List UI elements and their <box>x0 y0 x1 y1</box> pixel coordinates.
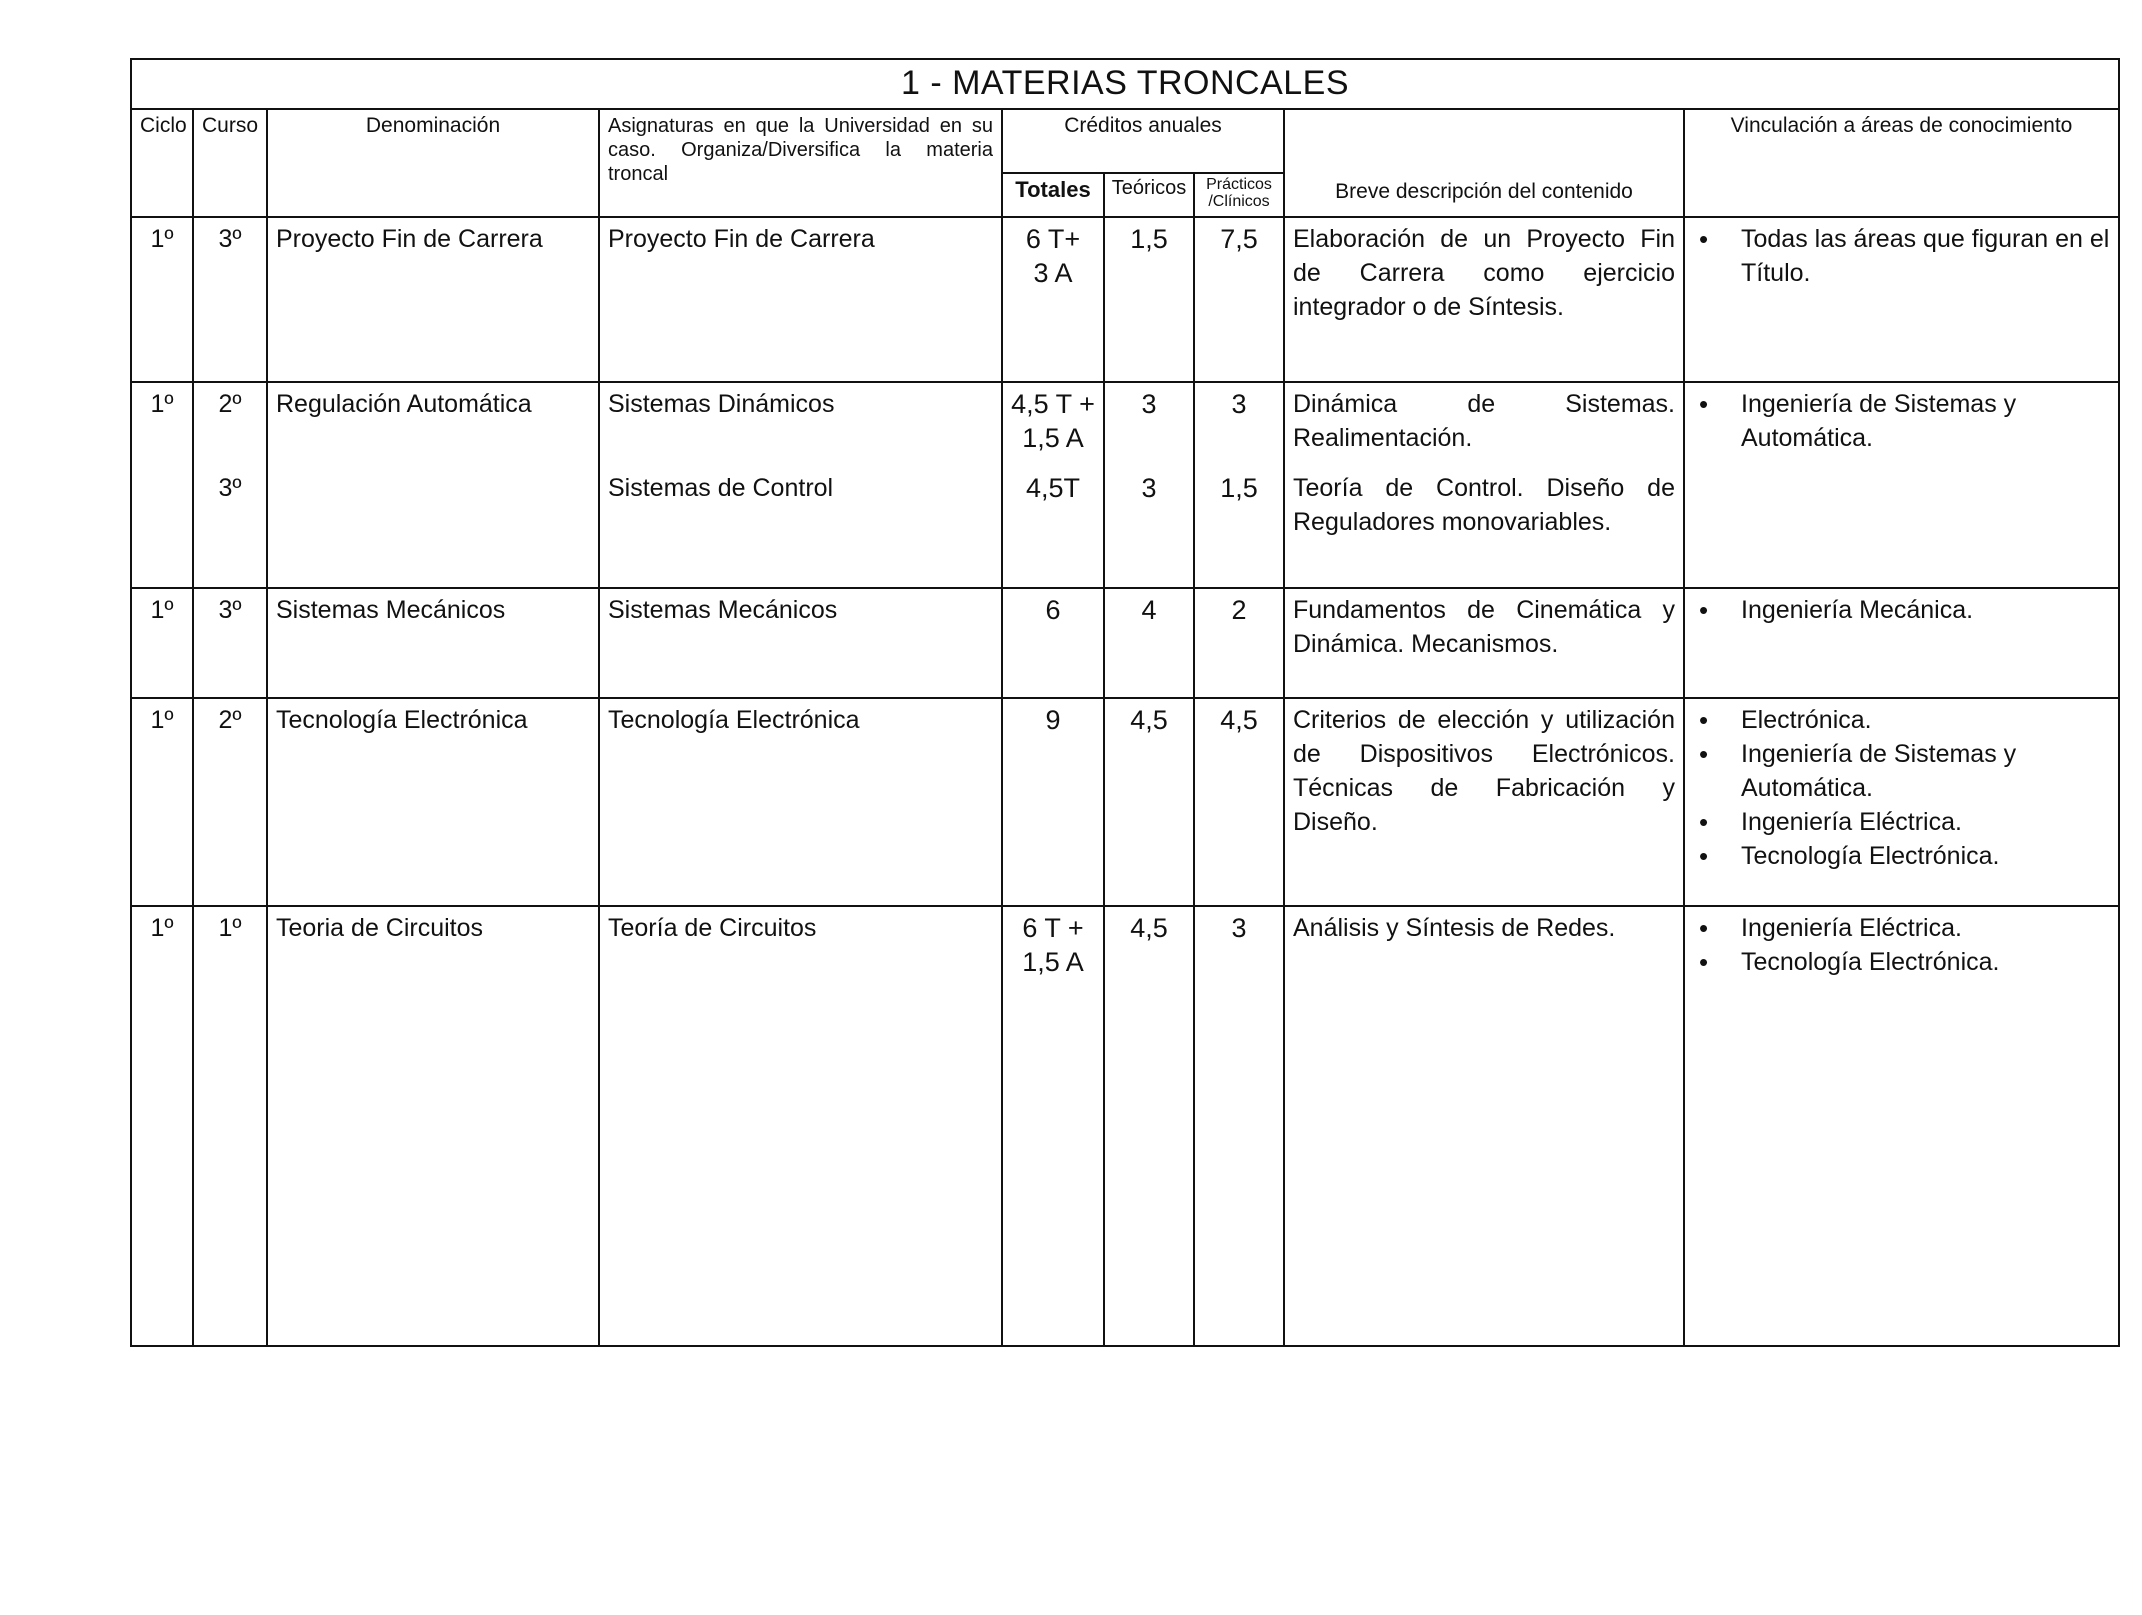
teoricos-line-1: 3 <box>1141 389 1157 419</box>
cell-areas <box>1684 906 2119 1346</box>
descripcion-line-2: Teoría de Control. Diseño de Reguladores monovariables. <box>1293 474 1675 536</box>
cell-practicos <box>1194 382 1284 588</box>
cell-curso: 3º <box>193 217 267 382</box>
areas-list <box>1693 911 2110 979</box>
practicos-line-1: 3 <box>1231 389 1247 419</box>
cell-descripcion: Elaboración de un Proyecto Fin de Carrera como ejercicio integrador o de Síntesis. <box>1284 217 1684 382</box>
cell-ciclo: 1º <box>131 588 193 698</box>
table-row <box>131 382 2119 588</box>
table-row <box>131 588 2119 698</box>
cell-denominacion: Teoria de Circuitos <box>267 906 599 1346</box>
totales-line-3: 4,5T <box>1025 473 1081 503</box>
cell-asignatura: Tecnología Electrónica <box>599 698 1002 906</box>
area-item: • Tecnología Electrónica. <box>1693 945 2110 979</box>
cell-practicos: 2 <box>1194 588 1284 698</box>
cell-teoricos: 4 <box>1104 588 1194 698</box>
cell-denominacion: Tecnología Electrónica <box>267 698 599 906</box>
cell-descripcion: Análisis y Síntesis de Redes. <box>1284 906 1684 1346</box>
cell-denominacion: Sistemas Mecánicos <box>267 588 599 698</box>
cell-denominacion: Regulación Automática <box>267 382 599 588</box>
cell-teoricos: 4,5 <box>1104 906 1194 1346</box>
cell-areas <box>1684 698 2119 906</box>
cell-teoricos <box>1104 382 1194 588</box>
curso-line-1: 2º <box>218 390 242 418</box>
header-creditos: Créditos anuales <box>1002 109 1284 173</box>
totales-line-2: 1,5 A <box>1022 947 1084 977</box>
cell-ciclo: 1º <box>131 698 193 906</box>
header-row <box>131 109 2119 173</box>
title-row <box>131 59 2119 109</box>
document-sheet <box>130 58 2118 1346</box>
area-item: • Ingeniería Mecánica. <box>1693 593 2110 627</box>
materias-troncales-table <box>130 58 2120 1347</box>
cell-totales <box>1002 906 1104 1346</box>
cell-curso: 1º <box>193 906 267 1346</box>
cell-ciclo: 1º <box>131 217 193 382</box>
area-item: • Todas las áreas que figuran en el Título. <box>1693 222 2110 290</box>
cell-totales: 9 <box>1002 698 1104 906</box>
cell-asignatura: Proyecto Fin de Carrera <box>599 217 1002 382</box>
areas-list <box>1693 593 2110 627</box>
totales-line-1: 6 T+ <box>1025 224 1081 254</box>
cell-practicos: 3 <box>1194 906 1284 1346</box>
totales-line-1: 4,5 T + <box>1011 389 1095 419</box>
cell-descripcion: Fundamentos de Cinemática y Dinámica. Mecanismos. <box>1284 588 1684 698</box>
area-item: • Electrónica. <box>1693 703 2110 737</box>
header-curso: Curso <box>193 109 267 217</box>
area-item: • Ingeniería Eléctrica. <box>1693 805 2110 839</box>
practicos-line-2: 1,5 <box>1220 473 1258 503</box>
header-ciclo: Ciclo <box>131 109 193 217</box>
header-breve: Breve descripción del contenido <box>1284 109 1684 217</box>
cell-practicos: 7,5 <box>1194 217 1284 382</box>
cell-ciclo: 1º <box>131 906 193 1346</box>
table-row <box>131 906 2119 1346</box>
cell-areas <box>1684 382 2119 588</box>
descripcion-line-1: Dinámica de Sistemas. Realimentación. <box>1293 390 1675 452</box>
cell-curso: 2º <box>193 698 267 906</box>
cell-descripcion: Criterios de elección y utilización de Dispositivos Electrónicos. Técnicas de Fabricación y Diseño. <box>1284 698 1684 906</box>
curso-line-2: 3º <box>218 474 242 502</box>
header-vinculacion: Vinculación a áreas de conocimiento <box>1684 109 2119 217</box>
cell-curso: 3º <box>193 588 267 698</box>
header-asignaturas: Asignaturas en que la Universidad en su caso. Organiza/Diversifica la materia troncal <box>599 109 1002 217</box>
asignatura-line-2: Sistemas de Control <box>608 474 834 502</box>
header-teoricos: Teóricos <box>1104 173 1194 217</box>
cell-totales: 6 <box>1002 588 1104 698</box>
table-row <box>131 698 2119 906</box>
header-totales: Totales <box>1002 173 1104 217</box>
totales-line-2: 1,5 A <box>1022 423 1084 453</box>
cell-asignatura: Teoría de Circuitos <box>599 906 1002 1346</box>
areas-list <box>1693 703 2110 873</box>
area-item: • Tecnología Electrónica. <box>1693 839 2110 873</box>
teoricos-line-2: 3 <box>1141 473 1157 503</box>
table-title: 1 - MATERIAS TRONCALES <box>131 59 2119 109</box>
cell-areas <box>1684 588 2119 698</box>
totales-line-1: 6 T + <box>1022 913 1084 943</box>
cell-ciclo: 1º <box>131 382 193 588</box>
header-denominacion: Denominación <box>267 109 599 217</box>
cell-asignatura: Sistemas Mecánicos <box>599 588 1002 698</box>
cell-teoricos: 1,5 <box>1104 217 1194 382</box>
cell-asignatura <box>599 382 1002 588</box>
cell-teoricos: 4,5 <box>1104 698 1194 906</box>
cell-totales <box>1002 217 1104 382</box>
totales-line-2: 3 A <box>1033 258 1073 288</box>
area-item: • Ingeniería de Sistemas y Automática. <box>1693 387 2110 455</box>
cell-areas <box>1684 217 2119 382</box>
areas-list <box>1693 222 2110 290</box>
asignatura-line-1: Sistemas Dinámicos <box>608 390 835 418</box>
cell-descripcion <box>1284 382 1684 588</box>
cell-practicos: 4,5 <box>1194 698 1284 906</box>
cell-curso <box>193 382 267 588</box>
table-row <box>131 217 2119 382</box>
cell-totales <box>1002 382 1104 588</box>
areas-list <box>1693 387 2110 455</box>
header-practicos: Prácticos /Clínicos <box>1194 173 1284 217</box>
cell-denominacion: Proyecto Fin de Carrera <box>267 217 599 382</box>
area-item: • Ingeniería de Sistemas y Automática. <box>1693 737 2110 805</box>
area-item: • Ingeniería Eléctrica. <box>1693 911 2110 945</box>
